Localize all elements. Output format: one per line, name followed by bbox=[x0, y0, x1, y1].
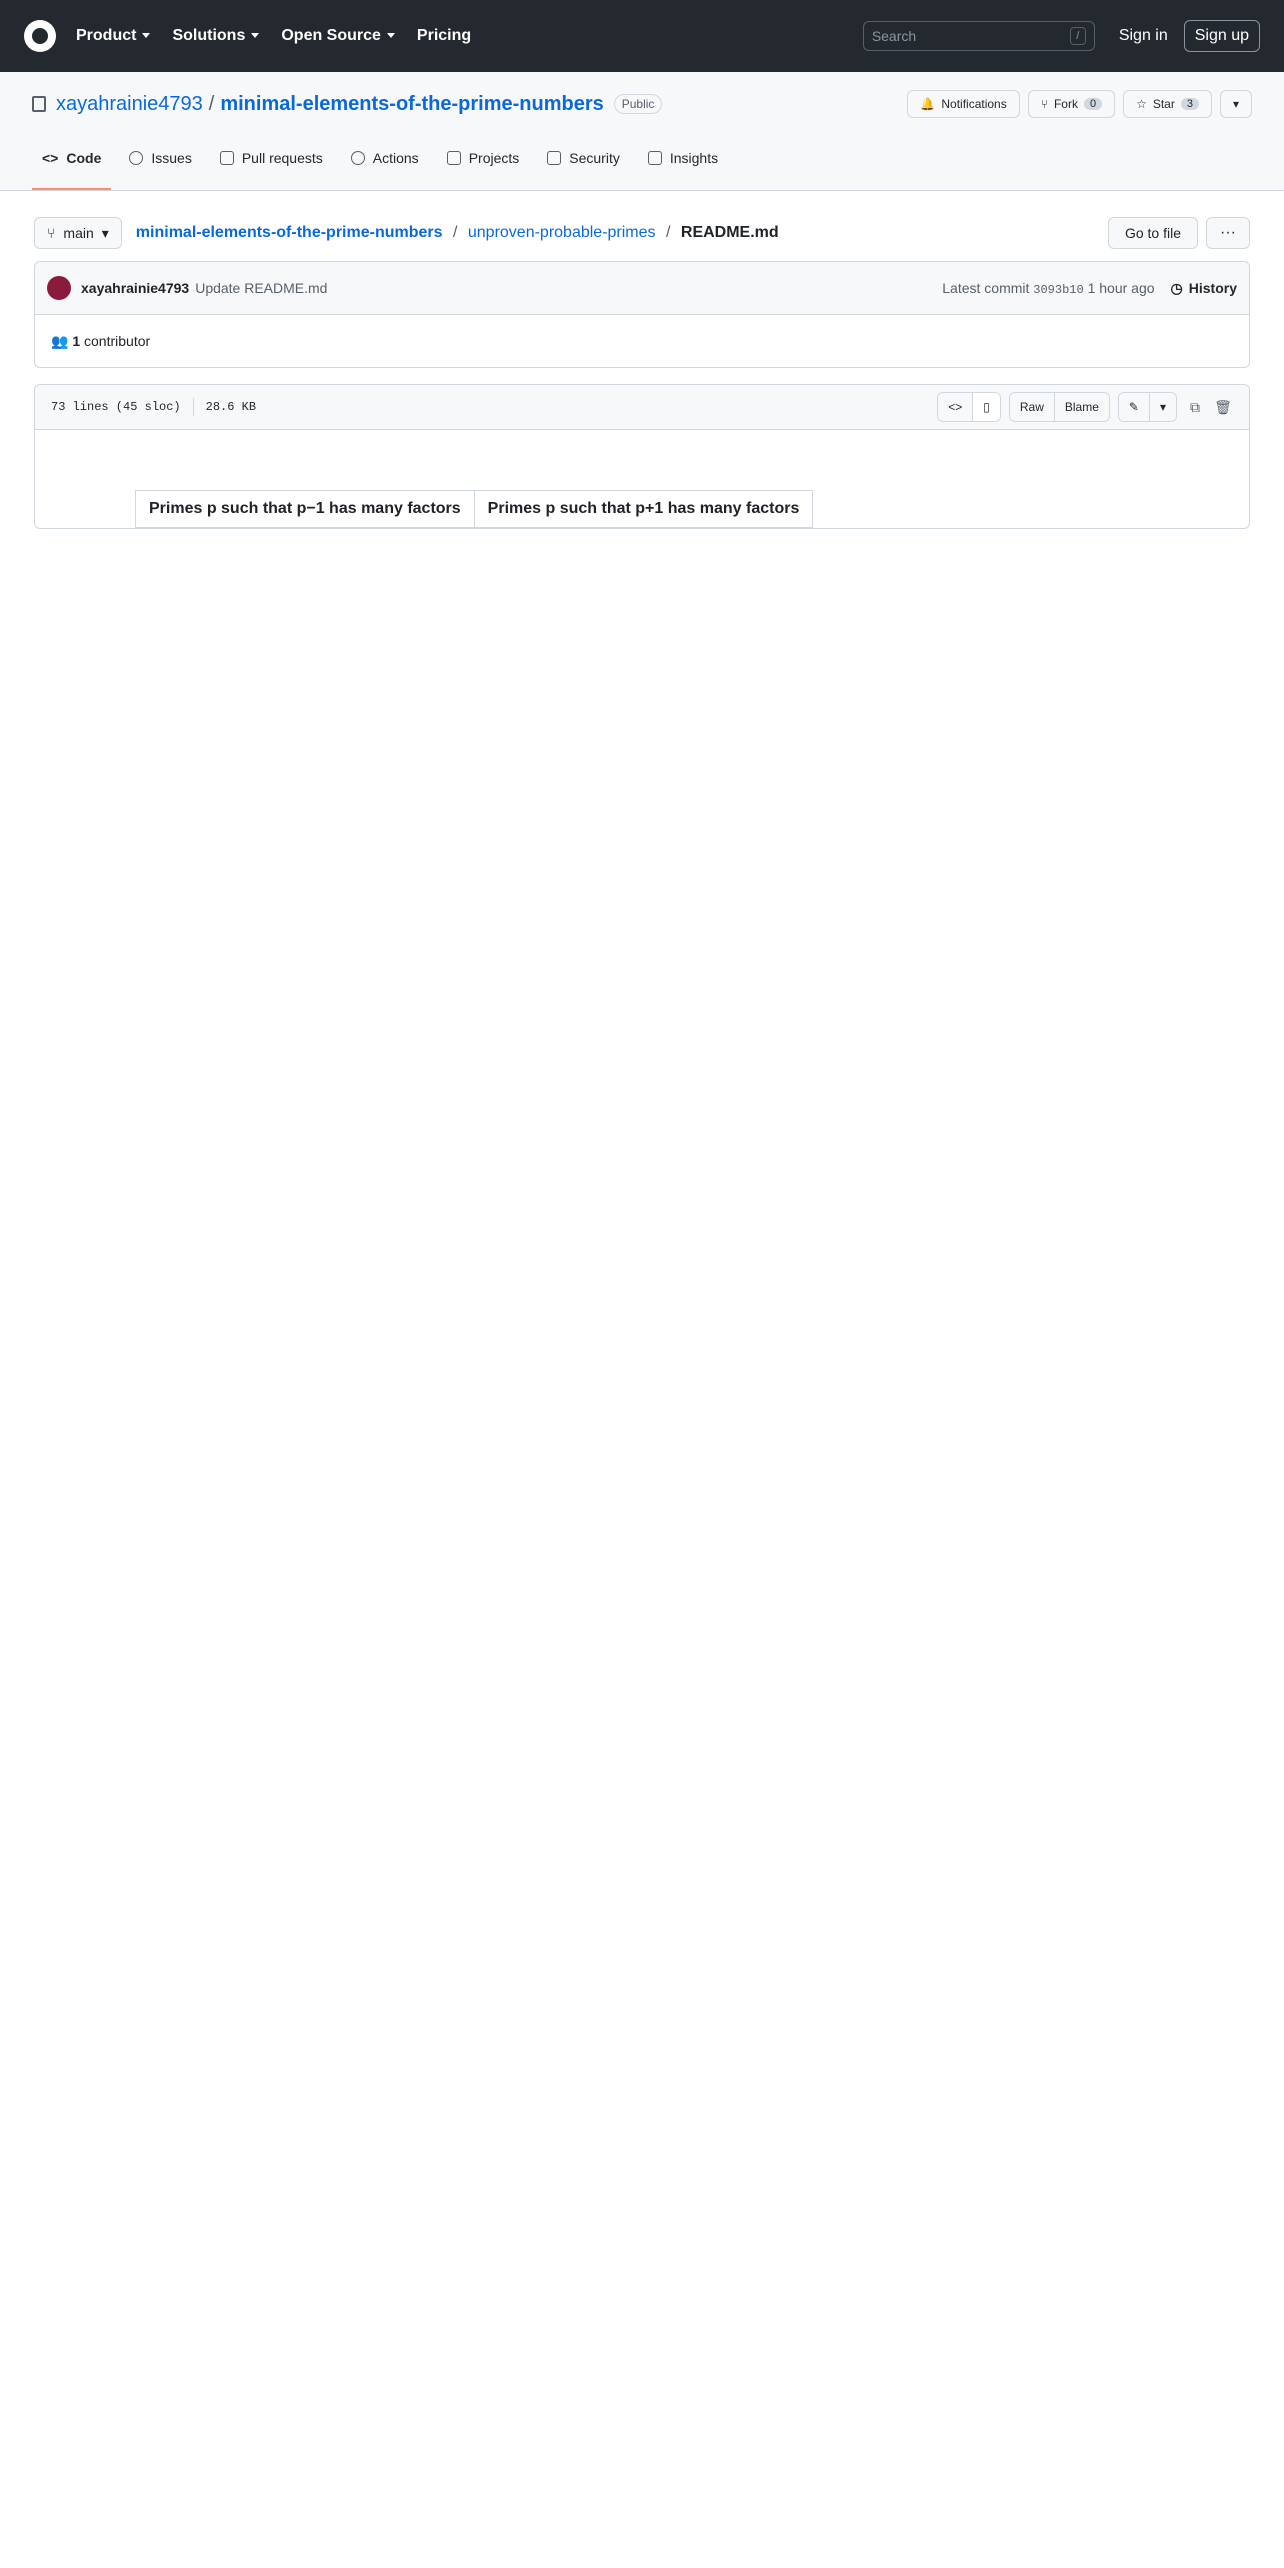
latest-commit-row bbox=[35, 262, 1249, 315]
tab-issues-label: Issues bbox=[151, 150, 192, 166]
chevron-down-icon[interactable]: ▾ bbox=[1150, 393, 1176, 421]
more-options-button[interactable]: ··· bbox=[1206, 217, 1250, 249]
file-viewer bbox=[34, 384, 1250, 529]
file-navigation bbox=[34, 217, 1250, 249]
nav-open-source-label: Open Source bbox=[281, 27, 381, 44]
star-icon: ☆ bbox=[1136, 97, 1147, 111]
commit-meta bbox=[942, 280, 1154, 297]
raw-blame-group bbox=[1009, 392, 1110, 422]
nav-open-source[interactable] bbox=[281, 27, 395, 45]
global-nav bbox=[76, 27, 471, 45]
table-header-cell: Primes p such that p−1 has many factors bbox=[136, 491, 475, 528]
sign-up-button[interactable]: Sign up bbox=[1184, 20, 1260, 52]
commit-author-link[interactable]: xayahrainie4793 bbox=[81, 280, 190, 296]
nav-solutions-label: Solutions bbox=[172, 27, 246, 44]
search-shortcut-badge: / bbox=[1070, 27, 1086, 45]
contributors-row[interactable] bbox=[35, 315, 1249, 367]
tab-code[interactable] bbox=[32, 142, 111, 190]
graph-icon bbox=[648, 151, 662, 165]
code-view-button[interactable]: <> bbox=[938, 393, 973, 421]
blame-button[interactable]: Blame bbox=[1055, 393, 1109, 421]
copy-icon[interactable]: ⧉ bbox=[1190, 398, 1200, 415]
repo-actions bbox=[907, 90, 1252, 118]
file-header bbox=[35, 385, 1249, 430]
tab-actions[interactable] bbox=[341, 142, 429, 174]
nav-pricing[interactable]: Pricing bbox=[416, 27, 472, 44]
commit-box bbox=[34, 261, 1250, 368]
go-to-file-button[interactable]: Go to file bbox=[1108, 217, 1198, 249]
chevron-down-icon bbox=[251, 33, 259, 38]
edit-group bbox=[1118, 392, 1177, 422]
tab-security-label: Security bbox=[569, 150, 620, 166]
repo-name-link[interactable]: minimal-elements-of-the-prime-numbers bbox=[220, 92, 604, 115]
fork-button[interactable] bbox=[1028, 90, 1115, 118]
latest-commit-label: Latest commit bbox=[942, 279, 1030, 296]
chevron-down-icon bbox=[387, 33, 395, 38]
issues-icon bbox=[129, 151, 143, 165]
file-toolbar bbox=[937, 392, 1233, 422]
nav-product-label: Product bbox=[76, 27, 137, 44]
sign-in-link[interactable]: Sign in bbox=[1118, 27, 1168, 44]
branch-icon: ⑂ bbox=[47, 225, 56, 241]
search-input[interactable] bbox=[863, 21, 1095, 51]
repo-owner-link[interactable]: xayahrainie4793 bbox=[56, 92, 203, 115]
breadcrumb-current-file: README.md bbox=[680, 224, 779, 241]
repo-title bbox=[32, 88, 1252, 120]
global-header bbox=[0, 0, 1284, 72]
fork-icon: ⑂ bbox=[1040, 97, 1048, 111]
commit-sha-link[interactable]: 3093b10 bbox=[1033, 282, 1084, 297]
star-label: Star bbox=[1152, 97, 1175, 111]
github-logo-icon[interactable] bbox=[24, 20, 56, 52]
nav-solutions[interactable] bbox=[172, 27, 259, 45]
chevron-down-icon bbox=[142, 33, 150, 38]
chevron-down-icon: ▾ bbox=[1232, 97, 1239, 111]
avatar[interactable] bbox=[47, 276, 71, 300]
breadcrumb-separator: / bbox=[665, 224, 671, 241]
fork-count: 0 bbox=[1084, 98, 1102, 110]
breadcrumb-dir-link[interactable]: unproven-probable-primes bbox=[467, 224, 656, 241]
repo-tabs bbox=[32, 142, 1252, 190]
notifications-button[interactable] bbox=[907, 90, 1019, 118]
star-button[interactable] bbox=[1123, 90, 1212, 118]
tab-insights-label: Insights bbox=[669, 150, 719, 166]
chevron-down-icon: ▾ bbox=[101, 224, 109, 241]
repo-header bbox=[0, 72, 1284, 191]
table-header-row bbox=[136, 491, 813, 528]
file-line-count: 73 lines (45 sloc) bbox=[51, 400, 181, 414]
pencil-icon[interactable]: ✎ bbox=[1119, 393, 1150, 421]
contributor-count: 1 bbox=[72, 333, 81, 349]
star-count: 3 bbox=[1181, 98, 1199, 110]
branch-selector[interactable] bbox=[34, 217, 122, 249]
people-icon: 👥 bbox=[51, 332, 69, 349]
breadcrumb-separator: / bbox=[452, 224, 458, 241]
repo-icon bbox=[32, 96, 46, 112]
tab-projects[interactable] bbox=[437, 142, 530, 174]
preview-button[interactable]: ▯ bbox=[973, 393, 1000, 421]
tab-projects-label: Projects bbox=[468, 150, 520, 166]
history-link[interactable] bbox=[1171, 280, 1237, 297]
commit-time: 1 hour ago bbox=[1087, 279, 1155, 296]
bell-icon: 🔔 bbox=[920, 97, 936, 111]
file-size: 28.6 KB bbox=[205, 400, 257, 414]
history-label: History bbox=[1188, 280, 1237, 296]
tab-code-label: Code bbox=[66, 150, 102, 166]
tab-pull-requests-label: Pull requests bbox=[241, 150, 323, 166]
readme-table bbox=[135, 490, 813, 528]
tab-actions-label: Actions bbox=[372, 150, 419, 166]
main-content bbox=[0, 217, 1284, 529]
play-icon bbox=[351, 151, 365, 165]
branch-name: main bbox=[63, 225, 94, 241]
table-icon bbox=[447, 151, 461, 165]
clock-icon: ◷ bbox=[1170, 279, 1183, 296]
code-icon: <> bbox=[42, 150, 59, 166]
table-header-cell: Primes p such that p+1 has many factors bbox=[474, 491, 813, 528]
shield-icon bbox=[547, 151, 561, 165]
readme-content bbox=[35, 430, 1249, 528]
breadcrumb-repo-link[interactable]: minimal-elements-of-the-prime-numbers bbox=[135, 224, 443, 241]
tab-insights[interactable] bbox=[638, 142, 728, 174]
search-placeholder: Search bbox=[871, 28, 917, 44]
raw-button[interactable]: Raw bbox=[1010, 393, 1055, 421]
path-separator: / bbox=[208, 92, 215, 115]
visibility-badge: Public bbox=[614, 94, 663, 114]
notifications-label: Notifications bbox=[941, 97, 1007, 111]
tab-pull-requests[interactable] bbox=[210, 142, 333, 174]
trash-icon[interactable]: 🗑 bbox=[1214, 398, 1232, 415]
nav-product[interactable] bbox=[76, 27, 150, 45]
breadcrumb bbox=[136, 224, 779, 242]
contributor-label: contributor bbox=[84, 333, 151, 349]
view-toggle bbox=[937, 392, 1001, 422]
star-dropdown-button[interactable] bbox=[1220, 90, 1252, 118]
divider bbox=[193, 398, 194, 416]
pull-request-icon bbox=[220, 151, 234, 165]
tab-security[interactable] bbox=[537, 142, 630, 174]
commit-message-link[interactable]: Update README.md bbox=[195, 280, 328, 296]
fork-label: Fork bbox=[1053, 97, 1078, 111]
tab-issues[interactable] bbox=[119, 142, 201, 174]
